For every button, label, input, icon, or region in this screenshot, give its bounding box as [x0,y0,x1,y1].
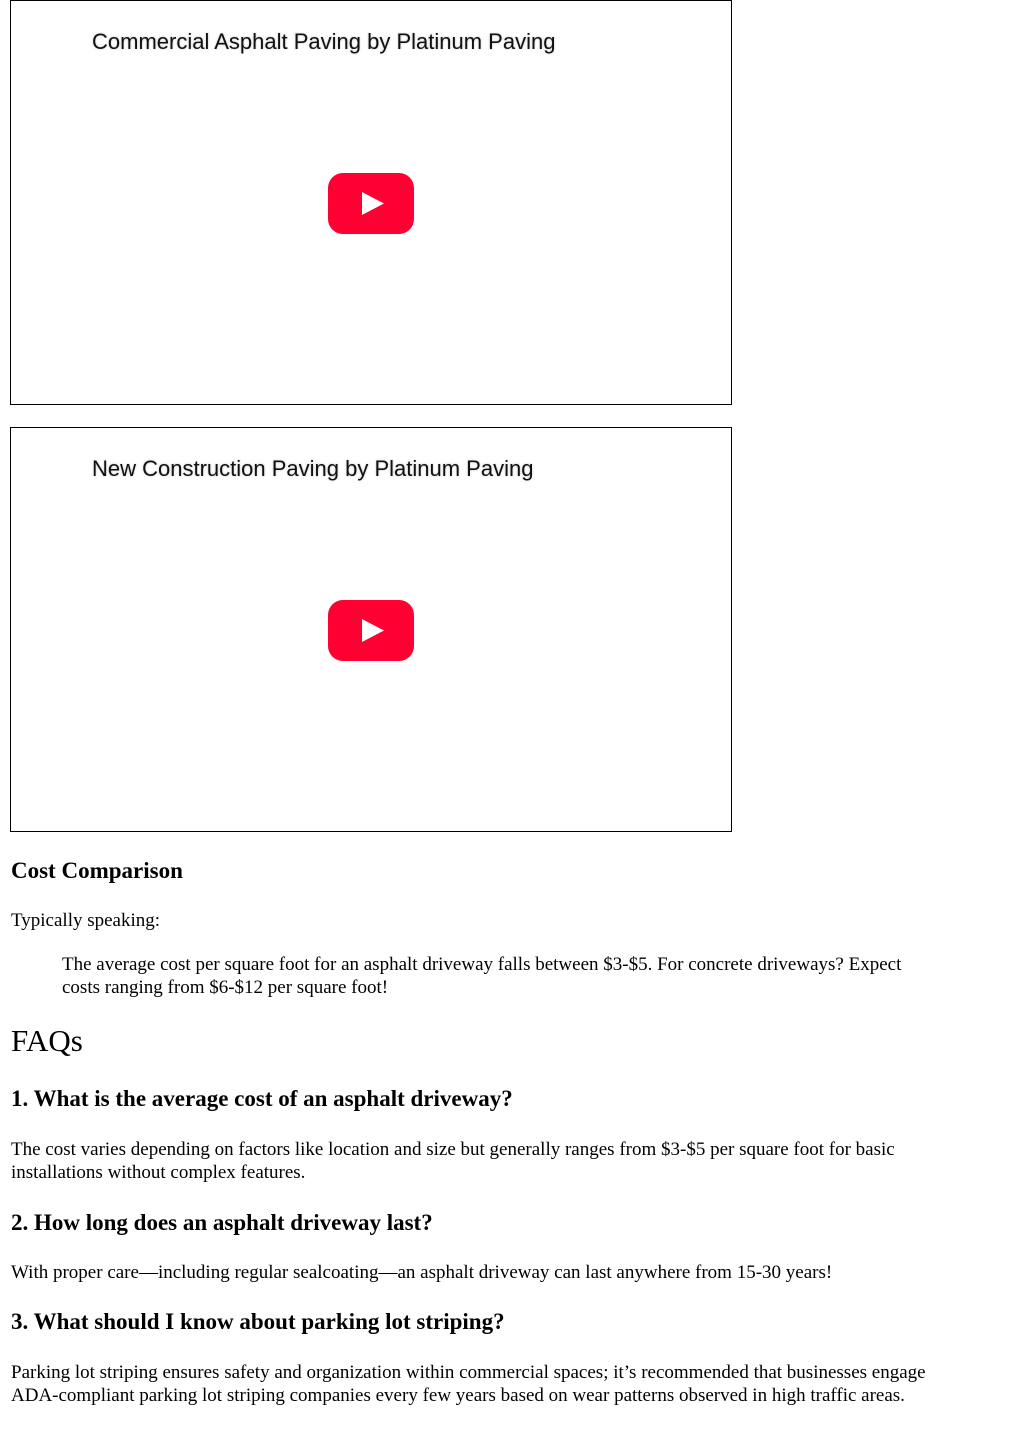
cost-comparison-heading: Cost Comparison [11,858,183,883]
faq-question: 1. What is the average cost of an asphalt driveway? [11,1086,513,1111]
video-embed-commercial-paving[interactable] [10,0,732,405]
cost-intro: Typically speaking: [11,910,161,931]
faq-answer-line: ADA-compliant parking lot striping companies every few years based on wear patterns observed in high traffic areas. [11,1385,905,1406]
video-embed-new-construction-paving[interactable] [10,427,732,832]
cost-quote-line: costs ranging from $6-$12 per square foot! [62,977,389,998]
faq-answer [11,1361,926,1407]
play-icon[interactable] [328,173,414,234]
video-title[interactable]: New Construction Paving by Platinum Paving [92,456,534,481]
faq-answer [11,1261,832,1284]
cost-quote [62,953,1002,999]
faq-question: 2. How long does an asphalt driveway last? [11,1210,433,1235]
play-icon[interactable] [328,600,414,661]
video-title[interactable]: Commercial Asphalt Paving by Platinum Paving [92,29,556,54]
faq-answer-line: installations without complex features. [11,1162,306,1183]
cost-quote-line: The average cost per square foot for an asphalt driveway falls between $3-$5. For concrete driveways? Expect [62,954,902,975]
faq-answer-line: Parking lot striping ensures safety and organization within commercial spaces; it’s recommended that businesses engage [11,1362,926,1383]
faq-question: 3. What should I know about parking lot striping? [11,1309,505,1334]
faqs-heading: FAQs [11,1023,83,1058]
faq-answer-line: The cost varies depending on factors like location and size but generally ranges from $3-$5 per square foot for basic [11,1139,895,1160]
faq-answer-line: With proper care—including regular sealcoating—an asphalt driveway can last anywhere from 15-30 years! [11,1262,833,1283]
faq-answer [11,1138,895,1184]
